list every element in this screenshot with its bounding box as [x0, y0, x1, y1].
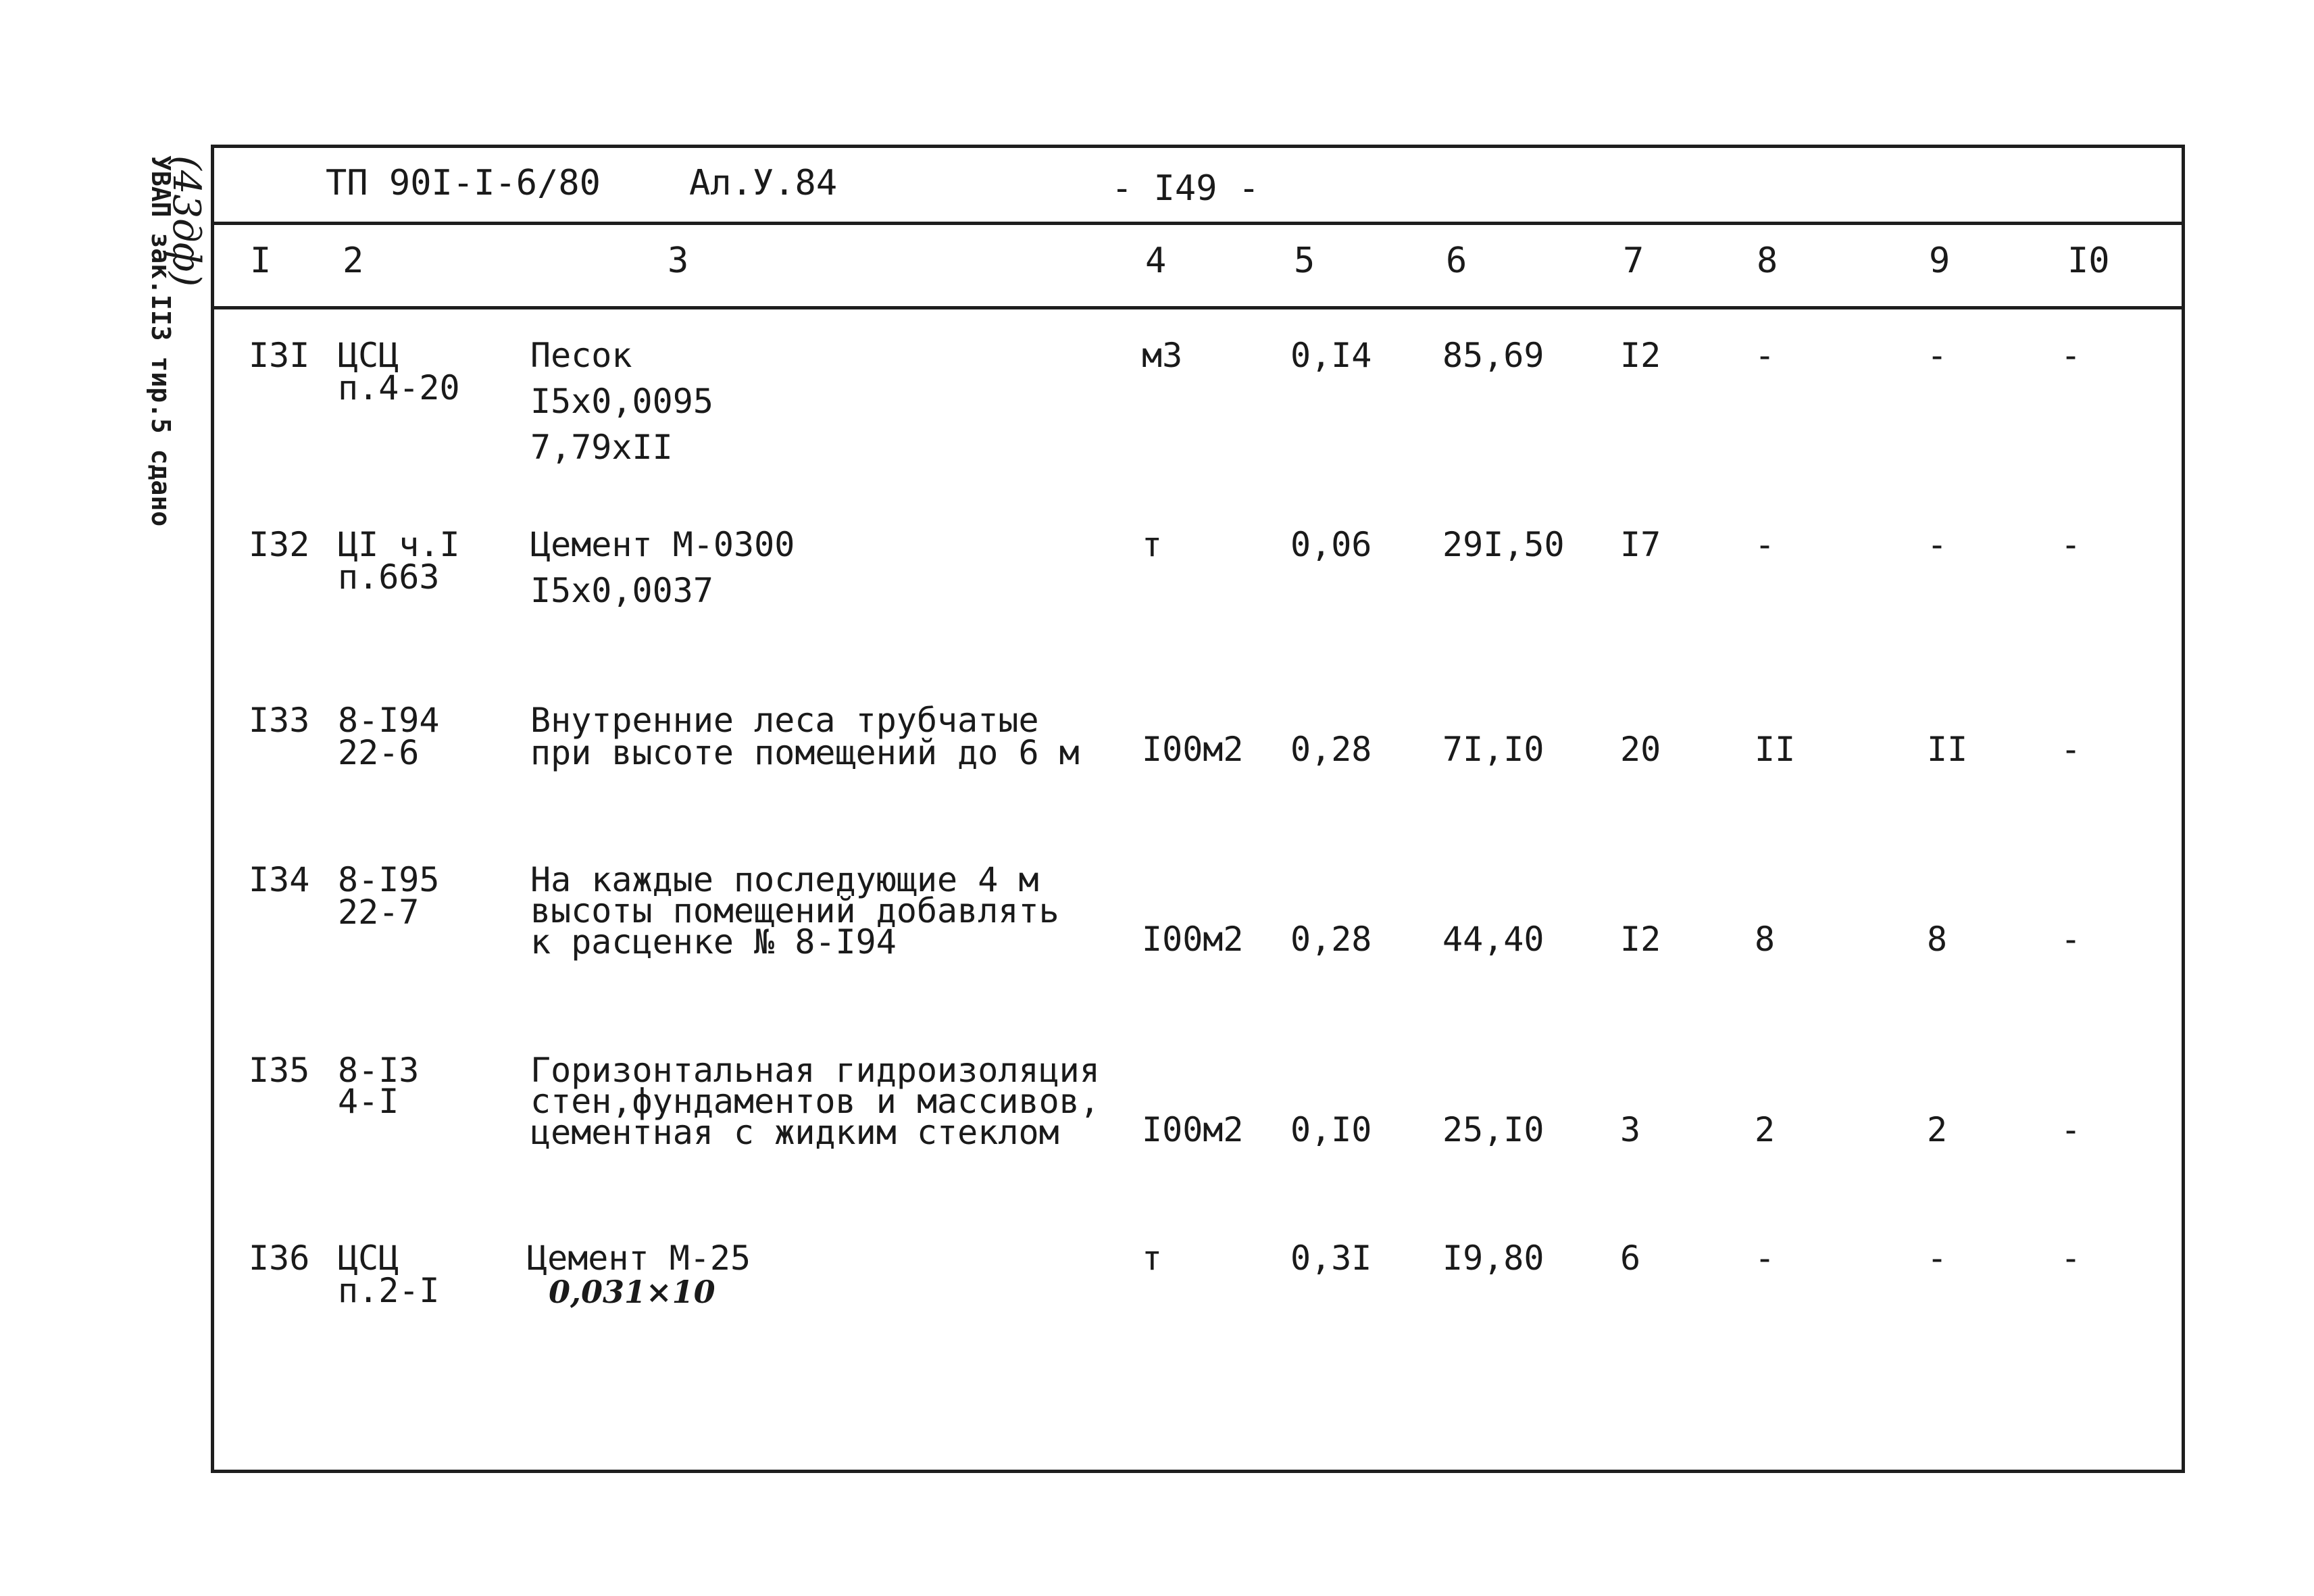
column-header: 2: [343, 241, 364, 281]
row-col10: -: [2061, 336, 2082, 375]
row-col10: -: [2061, 1110, 2082, 1149]
row-reference: п.2-I: [338, 1271, 440, 1310]
row-description: 7,79хII: [530, 428, 673, 467]
print-stamp: УВАП зак.II3 тир.5 сдано: [146, 155, 176, 527]
row-description: высоты помещений добавлять: [530, 891, 1059, 930]
row-col9: -: [1927, 525, 1948, 564]
column-header: 5: [1294, 241, 1315, 281]
column-header: 7: [1623, 241, 1644, 281]
row-unit: м3: [1142, 336, 1183, 375]
row-reference: 22-6: [338, 733, 420, 772]
row-quantity: 0,I0: [1290, 1110, 1372, 1149]
row-reference: 4-I: [338, 1082, 399, 1121]
row-col8: 2: [1755, 1110, 1776, 1149]
row-description: Горизонтальная гидроизоляция: [530, 1051, 1100, 1090]
row-reference: 8-I95: [338, 860, 440, 899]
row-description: I5х0,0095: [530, 382, 713, 421]
row-col8: II: [1755, 730, 1796, 769]
column-header: 3: [668, 241, 689, 281]
row-description: Цемент М-25: [527, 1239, 751, 1278]
row-col8: 8: [1755, 920, 1776, 959]
row-description: Внутренние леса трубчатые: [530, 701, 1039, 740]
row-price: 44,40: [1442, 920, 1544, 959]
column-header-divider: [211, 306, 2185, 309]
row-reference: п.4-20: [338, 368, 460, 407]
handwritten-note: (43дф): [164, 155, 208, 287]
row-number: I36: [249, 1239, 310, 1278]
row-reference: ЦСЦ: [338, 336, 399, 375]
row-price: I9,80: [1442, 1239, 1544, 1278]
row-number: I34: [249, 860, 310, 899]
row-unit: I00м2: [1142, 920, 1244, 959]
document-code: ТП 90I-I-6/80: [326, 163, 601, 203]
row-col7: I2: [1620, 336, 1661, 375]
row-unit: I00м2: [1142, 730, 1244, 769]
column-header: 4: [1145, 241, 1167, 281]
row-unit: т: [1142, 525, 1163, 564]
row-description: Песок: [530, 336, 632, 375]
column-header: I: [250, 241, 272, 281]
album-number: Ал.У.84: [689, 163, 838, 203]
column-header: 9: [1929, 241, 1951, 281]
row-quantity: 0,28: [1290, 920, 1372, 959]
row-reference: ЦСЦ: [338, 1239, 399, 1278]
row-reference: ЦI ч.I: [338, 525, 460, 564]
row-price: 29I,50: [1442, 525, 1565, 564]
row-reference: 8-I3: [338, 1051, 420, 1090]
row-col10: -: [2061, 730, 2082, 769]
row-description: к расценке № 8-I94: [530, 922, 897, 962]
row-description: стен,фундаментов и массивов,: [530, 1082, 1100, 1121]
row-quantity: 0,06: [1290, 525, 1372, 564]
header-divider: [211, 222, 2185, 225]
row-number: I33: [249, 701, 310, 740]
row-price: 85,69: [1442, 336, 1544, 375]
row-quantity: 0,3I: [1290, 1239, 1372, 1278]
row-col8: -: [1755, 1239, 1776, 1278]
row-unit: т: [1142, 1239, 1163, 1278]
page-number: - I49 -: [1111, 168, 1260, 209]
row-number: I3I: [249, 336, 310, 375]
row-col7: 3: [1620, 1110, 1641, 1149]
row-col9: II: [1927, 730, 1968, 769]
row-reference: 8-I94: [338, 701, 440, 740]
handwritten-quantity: 0,031×10: [549, 1274, 715, 1310]
row-col7: 20: [1620, 730, 1661, 769]
margin-stamp: [128, 155, 209, 682]
row-quantity: 0,I4: [1290, 336, 1372, 375]
row-col9: 2: [1927, 1110, 1948, 1149]
row-col8: -: [1755, 525, 1776, 564]
row-unit: I00м2: [1142, 1110, 1244, 1149]
row-description: при высоте помещений до 6 м: [530, 733, 1080, 772]
row-description: цементная с жидким стеклом: [530, 1113, 1059, 1152]
row-reference: 22-7: [338, 893, 420, 932]
table-frame: [211, 145, 2185, 1473]
row-col8: -: [1755, 336, 1776, 375]
row-col10: -: [2061, 920, 2082, 959]
column-header: 8: [1757, 241, 1778, 281]
row-col9: 8: [1927, 920, 1948, 959]
row-col9: -: [1927, 1239, 1948, 1278]
row-price: 25,I0: [1442, 1110, 1544, 1149]
row-number: I35: [249, 1051, 310, 1090]
row-col10: -: [2061, 525, 2082, 564]
row-reference: п.663: [338, 557, 440, 597]
row-description: Цемент М-0300: [530, 525, 795, 564]
column-header: I0: [2067, 241, 2110, 281]
row-description: I5х0,0037: [530, 571, 713, 610]
row-quantity: 0,28: [1290, 730, 1372, 769]
row-description: На каждые последующие 4 м: [530, 860, 1039, 899]
row-col7: 6: [1620, 1239, 1641, 1278]
row-number: I32: [249, 525, 310, 564]
column-header: 6: [1446, 241, 1467, 281]
row-col10: -: [2061, 1239, 2082, 1278]
row-col7: I7: [1620, 525, 1661, 564]
row-price: 7I,I0: [1442, 730, 1544, 769]
row-col9: -: [1927, 336, 1948, 375]
row-col7: I2: [1620, 920, 1661, 959]
